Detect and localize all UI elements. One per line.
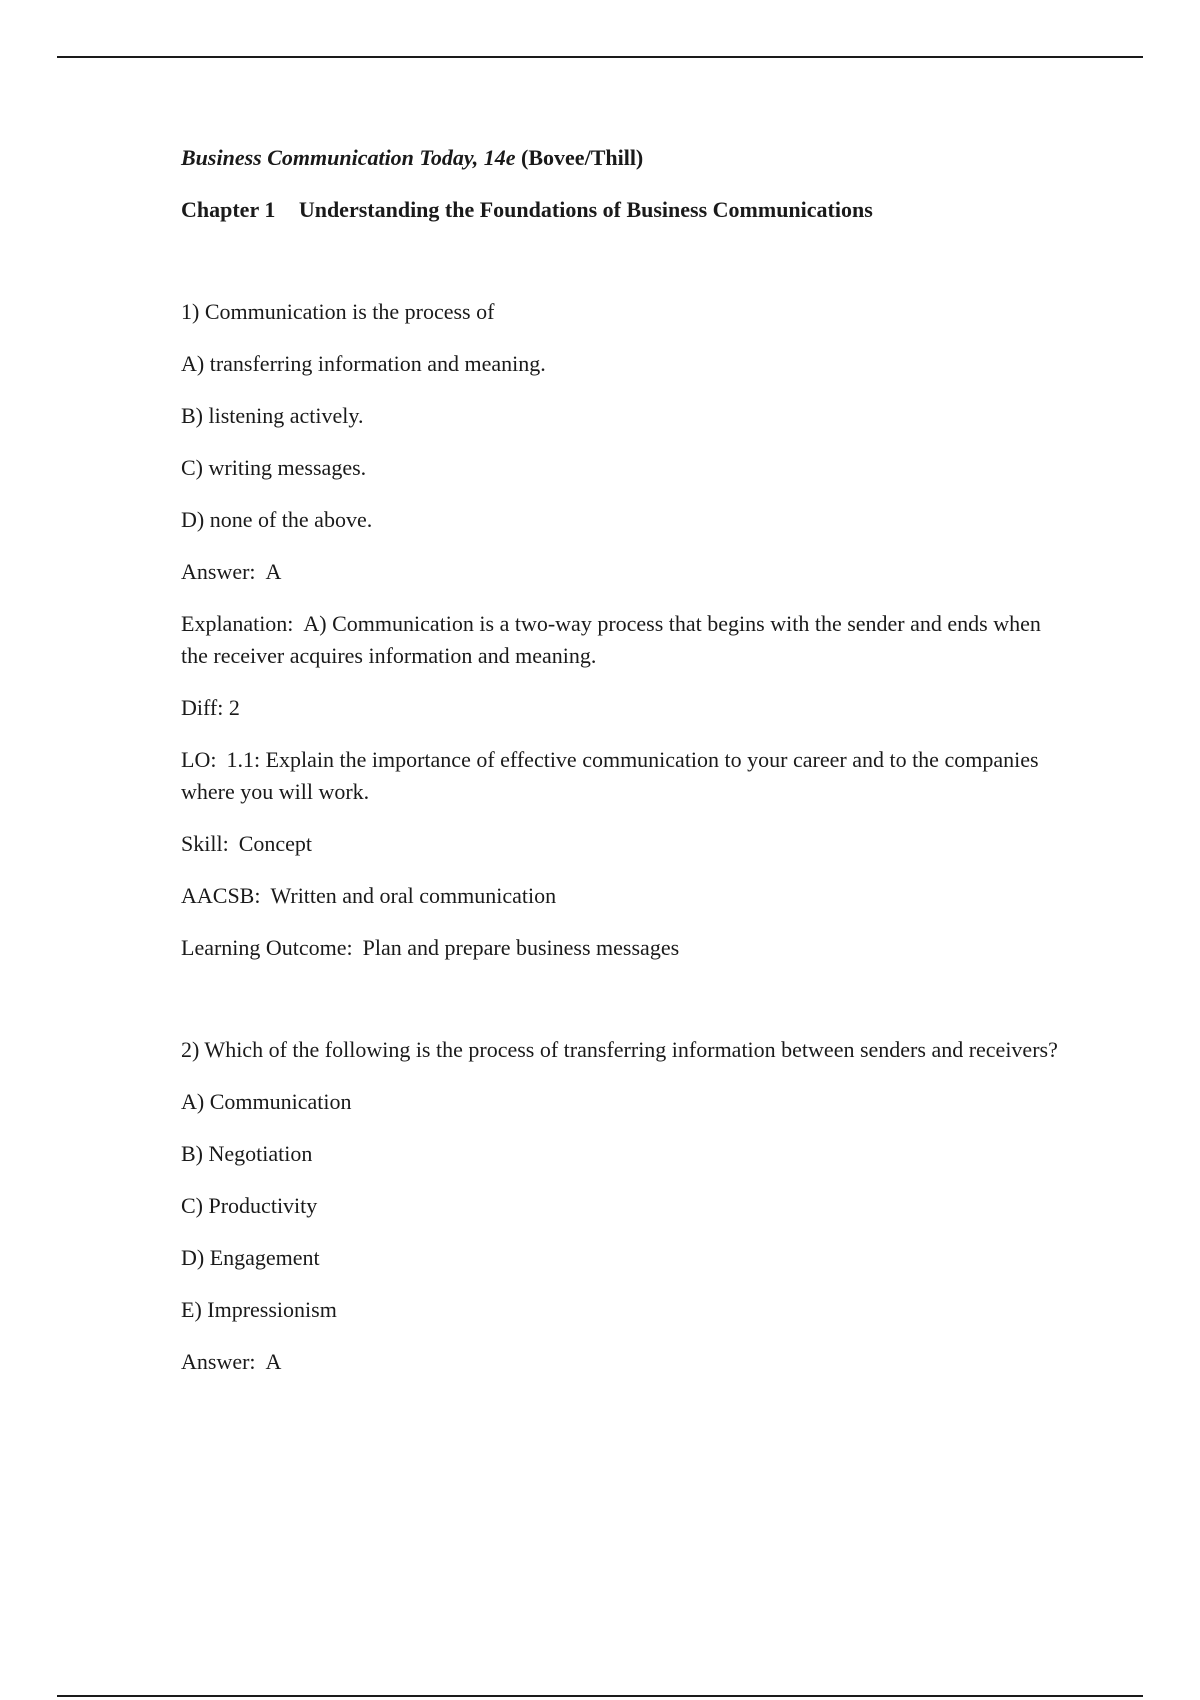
answer-option: E) Impressionism: [181, 1297, 337, 1322]
difficulty-line: [181, 692, 1061, 724]
bottom-rule: [57, 1695, 1143, 1697]
answer-option: D) none of the above.: [181, 507, 373, 532]
answer-line: [181, 1346, 1061, 1378]
answer-option: C) Productivity: [181, 1193, 318, 1218]
explanation-text: A) Communication is a two-way process that begins with the sender and ends when the receiver acquires information and meaning.: [181, 611, 1041, 668]
difficulty-value: 2: [228, 695, 240, 720]
skill-value: Concept: [238, 831, 313, 856]
answer-option: B) listening actively.: [181, 403, 364, 428]
question-2: [181, 1034, 1061, 1378]
answer-value: A: [265, 1349, 282, 1374]
chapter-heading: [181, 194, 1061, 226]
explanation-label: Explanation:: [181, 611, 294, 636]
difficulty-label: Diff:: [181, 695, 224, 720]
question-stem: 2) Which of the following is the process of transferring information between senders and receivers?: [181, 1037, 1058, 1062]
answer-option: A) transferring information and meaning.: [181, 351, 546, 376]
answer-value: A: [265, 559, 282, 584]
book-authors: (Bovee/Thill): [521, 145, 644, 170]
chapter-title: Understanding the Foundations of Business Communications: [298, 197, 873, 222]
question-stem: 1) Communication is the process of: [181, 299, 495, 324]
explanation-line: [181, 608, 1061, 672]
skill-line: [181, 828, 1061, 860]
answer-label: Answer:: [181, 559, 256, 584]
aacsb-value: Written and oral communication: [270, 883, 557, 908]
lo-text: 1.1: Explain the importance of effective communication to your career and to the companies where you will work.: [181, 747, 1039, 804]
book-title: [181, 142, 1061, 174]
book-title-italic: Business Communication Today, 14e: [181, 145, 516, 170]
learning-objective-line: [181, 744, 1061, 808]
answer-line: [181, 556, 1061, 588]
document-body: [181, 142, 1061, 1448]
aacsb-label: AACSB:: [181, 883, 261, 908]
outcome-value: Plan and prepare business messages: [362, 935, 680, 960]
answer-option: D) Engagement: [181, 1245, 320, 1270]
aacsb-line: [181, 880, 1061, 912]
answer-option: A) Communication: [181, 1089, 352, 1114]
lo-label: LO:: [181, 747, 217, 772]
top-rule: [57, 56, 1143, 58]
answer-label: Answer:: [181, 1349, 256, 1374]
outcome-label: Learning Outcome:: [181, 935, 353, 960]
answer-option: B) Negotiation: [181, 1141, 313, 1166]
question-1: [181, 296, 1061, 964]
answer-option: C) writing messages.: [181, 455, 367, 480]
chapter-number: Chapter 1: [181, 197, 276, 222]
skill-label: Skill:: [181, 831, 229, 856]
learning-outcome-line: [181, 932, 1061, 964]
